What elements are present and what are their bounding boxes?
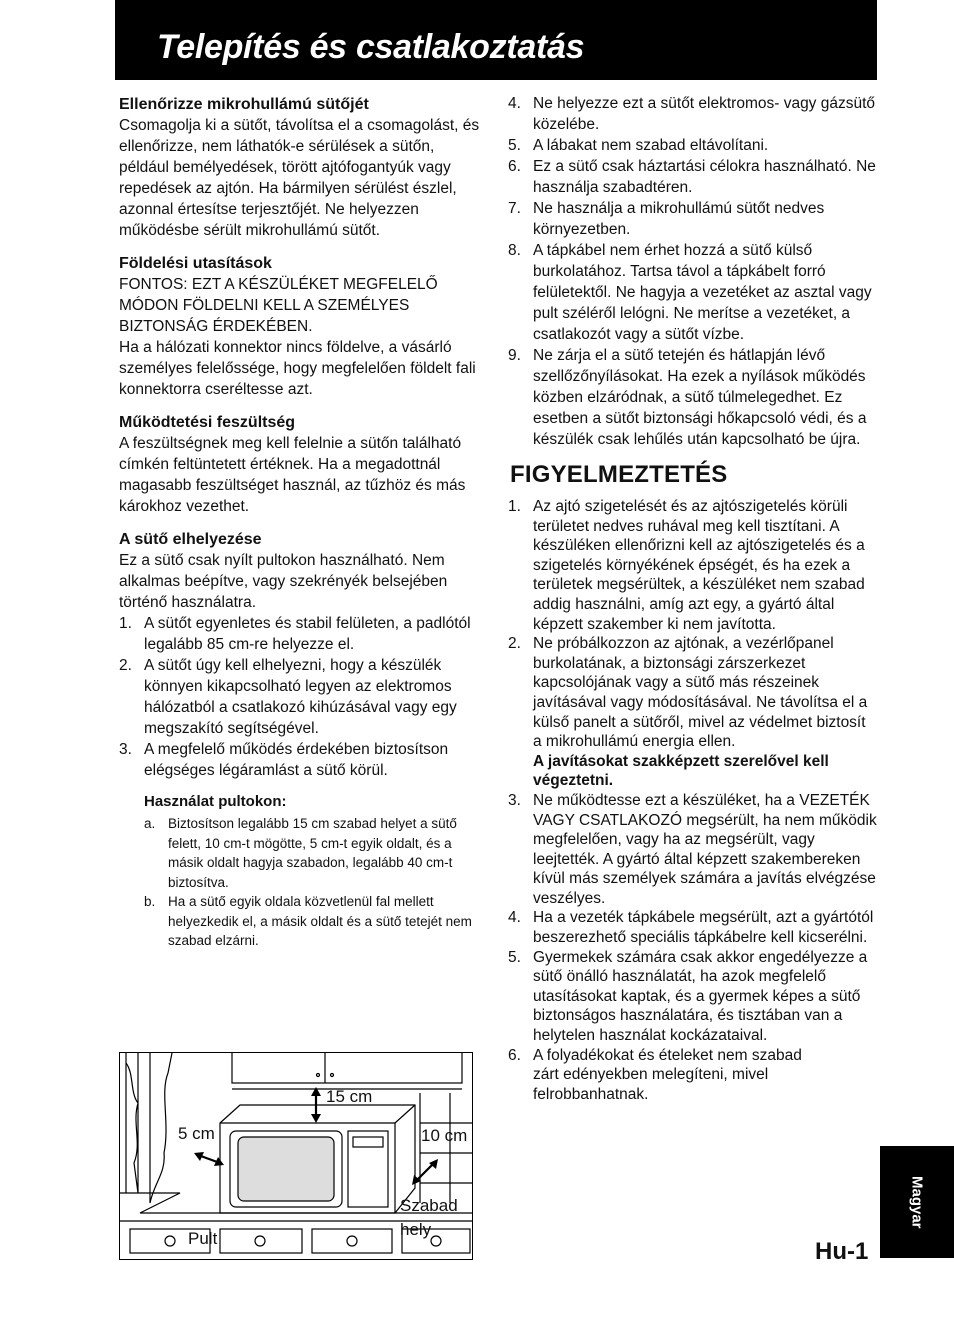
list-item: 3. Ne működtesse ezt a készüléket, ha a VEZETÉK VAGY CSATLAKOZÓ megsérült, ha nem működik megfelelően, vagy ha az megsérült, vagy leejtették. A gyártó által képzett szakembereken kívül más személyek számára a javítás elvégzése veszélyes. bbox=[508, 791, 877, 907]
page-number: Hu-1 bbox=[815, 1238, 869, 1265]
clearance-back-label: 10 cm bbox=[421, 1126, 468, 1145]
voltage-text: A feszültségnek meg kell felelnie a sütőn található címkén feltüntetett értéknek. Ha a megadottnál magasabb feszültséget használ, az tűzhöz és más károkhoz vezethet. bbox=[119, 435, 466, 515]
grounding-warning-text: FONTOS: EZT A KÉSZÜLÉKET MEGFELELŐ MÓDON FÖLDELNI KELL A SZEMÉLYES BIZTONSÁG ÉRDEKÉBEN. bbox=[119, 276, 438, 335]
left-column bbox=[119, 94, 487, 951]
section-heading-check-oven: Ellenőrizze mikrohullámú sütőjét bbox=[119, 96, 369, 113]
list-item: a. Biztosítson legalább 15 cm szabad helyet a sütő felett, 10 cm-t mögötte, 5 cm-t egyik oldalt, és a másik oldalt hagyja szabadon, legalább 40 cm-t biztosítva. bbox=[144, 816, 457, 890]
section-heading-placement: A sütő elhelyezése bbox=[119, 531, 262, 548]
language-tab-label: Magyar bbox=[908, 1175, 926, 1229]
list-item: 8. A tápkábel nem érhet hozzá a sütő külső burkolatához. Tartsa távol a tápkábelt forró felületektől. Ne hagyja a vezetéket az asztal vagy pult széléről lelógni. Ne merítse a vezetéket, a csatlakozót vagy a sütőt vízbe. bbox=[508, 242, 872, 343]
list-item: 1. A sütőt egyenletes és stabil felületen, a padlótól legalább 85 cm-re helyezze el. bbox=[119, 615, 471, 653]
list-item: 5. A lábakat nem szabad eltávolítani. bbox=[508, 137, 769, 154]
language-tab bbox=[880, 1146, 954, 1258]
list-item: 6. Ez a sütő csak háztartási célokra használható. Ne használja szabadtéren. bbox=[508, 158, 876, 196]
clearance-left-label: 5 cm bbox=[178, 1124, 215, 1143]
list-item: 3. A megfelelő működés érdekében biztosítson elégséges légáramlást a sütő körül. bbox=[119, 741, 449, 779]
list-item: 6. A folyadékokat és ételeket nem szabad zárt edényekben melegíteni, mivel felrobbanhatnak. bbox=[508, 1046, 802, 1103]
right-column bbox=[508, 93, 878, 1104]
section-heading-voltage: Működtetési feszültség bbox=[119, 414, 296, 431]
list-item: 9. Ne zárja el a sütő tetején és hátlapján lévő szellőzőnyílásokat. Ha ezek a nyílások működés közben elzáródnak, a sütő túlmelegedhet. Ez esetben a sütőt biztonsági hőkapcsoló védi, és a készülék csak lehűlés után kapcsolható be újra. bbox=[508, 347, 867, 448]
counter-use-heading: Használat pultokon: bbox=[144, 793, 287, 810]
page-title: Telepítés és csatlakoztatás bbox=[157, 28, 585, 66]
repair-note: A javításokat szakképzett szerelővel kell végeztetni. bbox=[533, 752, 829, 790]
free-space-label: Szabad hely bbox=[400, 1196, 458, 1239]
list-item: 7. Ne használja a mikrohullámú sütőt nedves környezetben. bbox=[508, 200, 825, 238]
grounding-text: Ha a hálózati konnektor nincs földelve, a vásárló személyes felelőssége, hogy megfelelően földelt fali konnektorra cseréltesse azt. bbox=[119, 339, 476, 398]
counter-label: Pult bbox=[188, 1229, 218, 1248]
clearance-top-label: 15 cm bbox=[326, 1087, 373, 1106]
warning-heading: FIGYELMEZTETÉS bbox=[510, 461, 728, 488]
placement-list-continued bbox=[508, 93, 878, 450]
counter-use-list bbox=[144, 814, 487, 951]
section-text-check-oven: Csomagolja ki a sütőt, távolítsa el a csomagolást, és ellenőrizze, nem láthatók-e sérülések a sütőn, például bemélyedések, törött ajtófogantyúk vagy repedések az ajtón. Ha bármilyen sérülést észlel, azonnal értesítse terjesztőjét. Ne helyezzen működésbe sérült mikrohullámú sütőt. bbox=[119, 117, 480, 239]
placement-illustration bbox=[119, 1052, 473, 1260]
list-item: 5. Gyermekek számára csak akkor engedélyezze a sütő önálló használatát, ha azok megfelelő utasításokat kaptak, és a gyermek képes a sütő biztonságos használatára, és tisztában van a helytelen használat kockázataival. bbox=[508, 948, 868, 1045]
warning-list bbox=[508, 497, 878, 1104]
list-item: 2. Ne próbálkozzon az ajtónak, a vezérlőpanel burkolatának, a biztonsági zárszerkezet kapcsolójának vagy a sütő más részeinek javításával vagy módosításával. Ne távolítsa el a külső panelt a sütőről, mivel az védelmet biztosít a mikrohullámú energia ellen. A javításokat szakképzett szerelővel kell végeztetni. bbox=[508, 635, 868, 790]
list-item: 4. Ha a vezeték tápkábele megsérült, azt a gyártótól beszerezhető speciális tápkábelre kell kicserélni. bbox=[508, 909, 874, 947]
list-item: 4. Ne helyezze ezt a sütőt elektromos- vagy gázsütő közelébe. bbox=[508, 95, 876, 133]
section-heading-grounding: Földelési utasítások bbox=[119, 255, 272, 272]
list-item: 2. A sütőt úgy kell elhelyezni, hogy a készülék könnyen kikapcsolható legyen az elektromos hálózatból a csatlakozó kihúzásával vagy egy megszakító segítségével. bbox=[119, 657, 457, 737]
list-item: b. Ha a sütő egyik oldala közvetlenül fal mellett helyezkedik el, a másik oldalt és a sütő tetejét nem szabad elzárni. bbox=[144, 894, 472, 948]
placement-list bbox=[119, 613, 487, 781]
placement-text: Ez a sütő csak nyílt pultokon használható. Nem alkalmas beépítve, vagy szekrényék belsejében történő használatra. bbox=[119, 552, 448, 611]
list-item: 1. Az ajtó szigetelését és az ajtószigetelés körüli területet nedves ruhával meg kell tisztítani. A készüléken ellenőrizni kell az ajtószigetelés és a szigetelés környékének épségét, és ha ezek a területek megsérültek, a készüléket nem szabad addig használni, amíg azt egy, a gyártó által képzett szakember ki nem javította. bbox=[508, 498, 865, 633]
